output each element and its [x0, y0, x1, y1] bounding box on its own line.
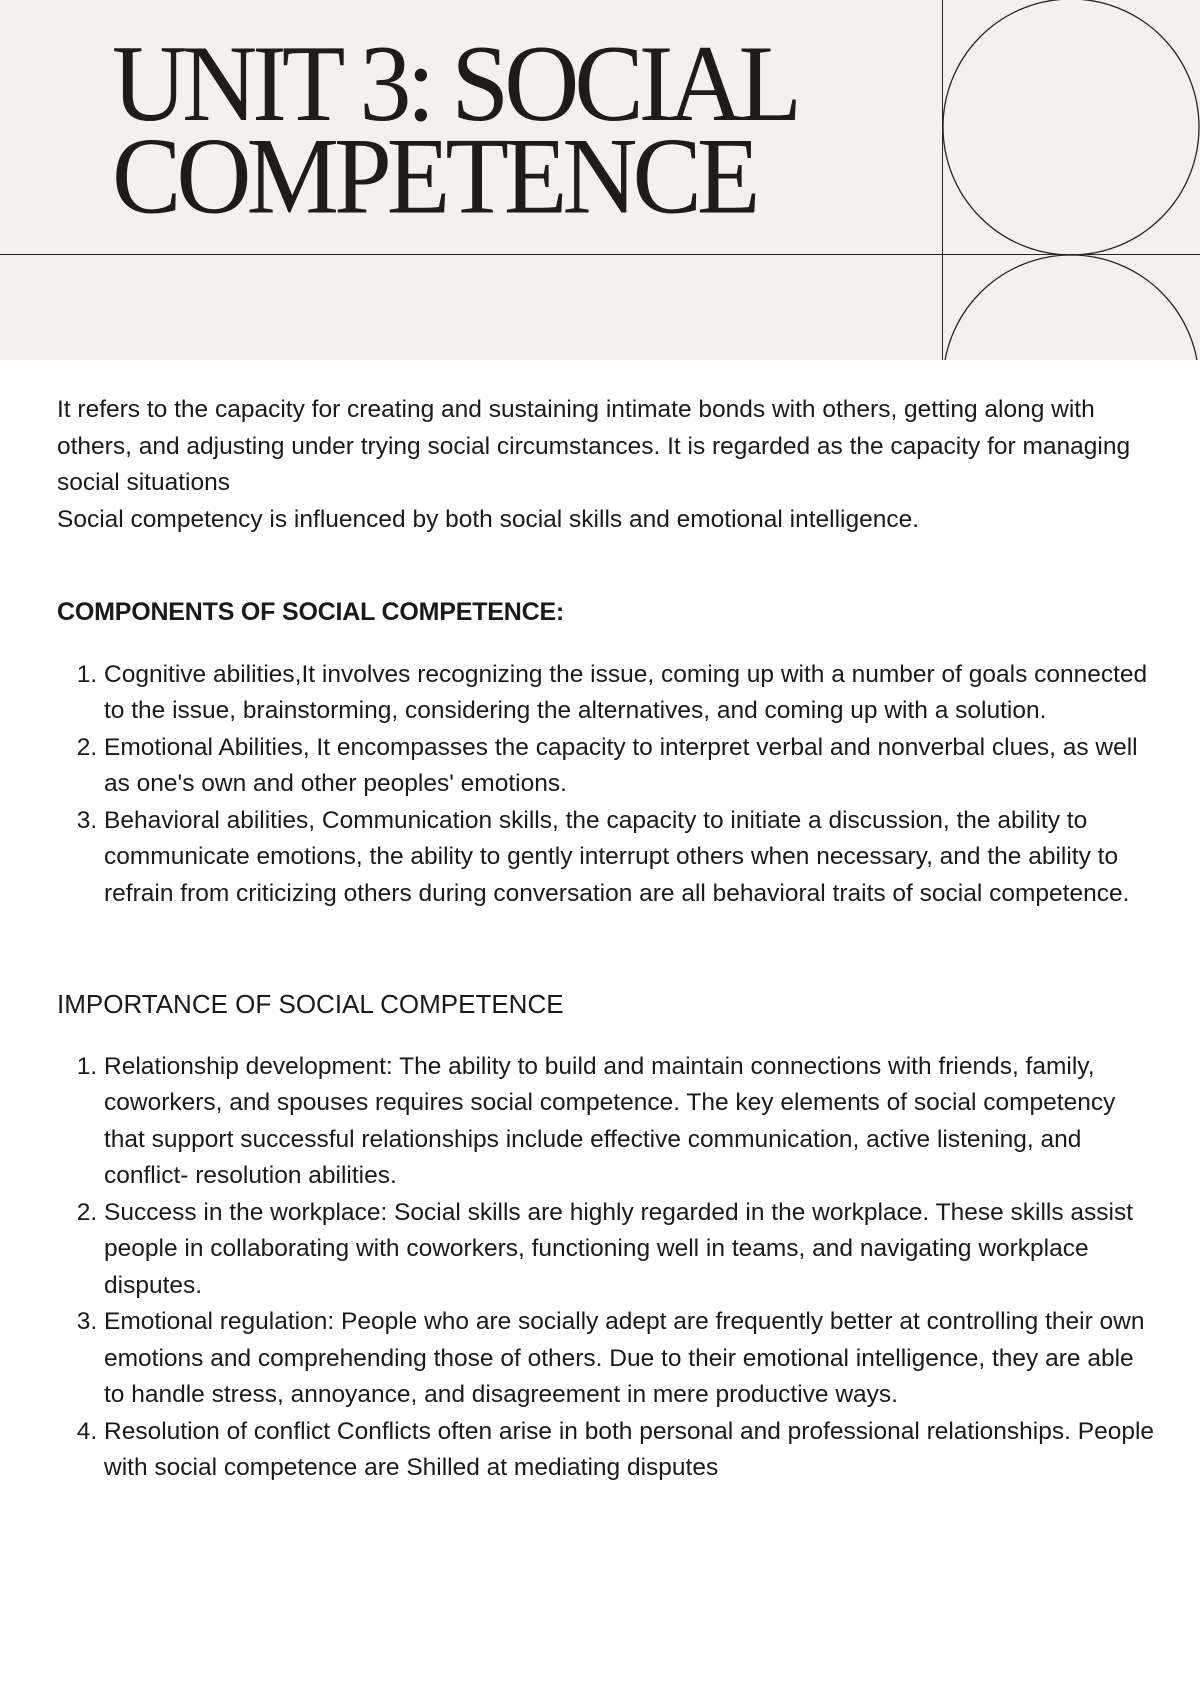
- list-item: 1. Relationship development: The ability to build and maintain connections with friends, family, coworkers, and spouses requires social competence. The key elements of social competency that support successful relationships include effective communication, active listening, and conflict- resolution abilities.: [104, 1049, 1157, 1195]
- list-item: 3. Emotional regulation: People who are socially adept are frequently better at controlling their own emotions and comprehending those of others. Due to their emotional intelligence, they are able to handle stress, annoyance, and disagreement in mere productive ways.: [104, 1304, 1157, 1414]
- title-line-2: COMPETENCE: [112, 115, 756, 237]
- components-list: [57, 657, 1157, 913]
- title-line-1: UNIT 3: SOCIAL: [112, 23, 797, 145]
- decorative-circle-bottom: [943, 255, 1199, 360]
- importance-list: [57, 1049, 1157, 1487]
- document-body: [57, 392, 1157, 1487]
- list-item: 3. Behavioral abilities, Communication skills, the capacity to initiate a discussion, the ability to communicate emotions, the ability to gently interrupt others when necessary, and the ability to refrain from criticizing others during conversation are all behavioral traits of social competence.: [104, 803, 1157, 913]
- header-banner: [0, 0, 1200, 360]
- components-heading: COMPONENTS OF SOCIAL COMPETENCE:: [57, 598, 565, 626]
- intro-paragraph: It refers to the capacity for creating and sustaining intimate bonds with others, getting along with others, and adjusting under trying social circumstances. It is regarded as the capacity for managing social situations: [57, 396, 1131, 496]
- list-item: 2. Emotional Abilities, It encompasses the capacity to interpret verbal and nonverbal clues, as well as one's own and other peoples' emotions.: [104, 730, 1157, 803]
- list-item: 2. Success in the workplace: Social skills are highly regarded in the workplace. These skills assist people in collaborating with coworkers, functioning well in teams, and navigating workplace disputes.: [104, 1195, 1157, 1305]
- importance-heading: IMPORTANCE OF SOCIAL COMPETENCE: [57, 989, 564, 1019]
- list-item: 1. Cognitive abilities,It involves recognizing the issue, coming up with a number of goals connected to the issue, brainstorming, considering the alternatives, and coming up with a solution.: [104, 657, 1157, 730]
- decorative-circle-top: [943, 0, 1199, 255]
- intro-section: [57, 392, 1157, 538]
- list-item: 4. Resolution of conflict Conflicts often arise in both personal and professional relationships. People with social competence are Shilled at mediating disputes: [104, 1414, 1157, 1487]
- intro-summary: Social competency is influenced by both social skills and emotional intelligence.: [57, 505, 920, 533]
- decorative-circles: [0, 0, 1200, 360]
